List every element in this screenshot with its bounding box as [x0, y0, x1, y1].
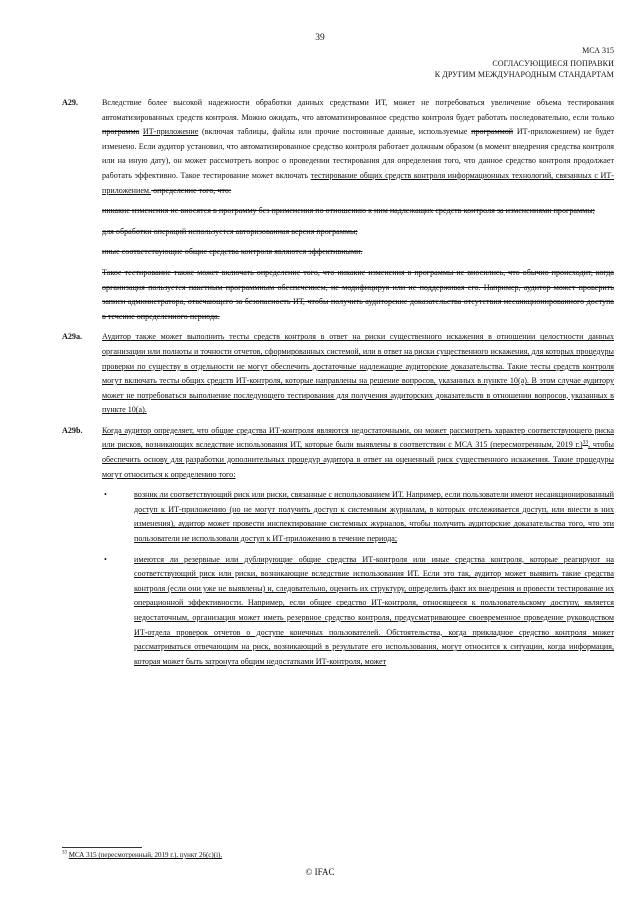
running-title-line-2: К ДРУГИМ МЕЖДУНАРОДНЫМ СТАНДАРТАМ [434, 70, 614, 79]
deleted-list-item: для обработки операций используется авторизованная версия программы; [102, 226, 358, 236]
deleted-list-item: иные соответствующие общие средства контроля являются эффективными. [102, 247, 363, 257]
paragraph-a29 [62, 96, 614, 198]
inserted-text: возник ли соответствующий риск или риски, связанные с использованием ИТ. Например, если пользователи имеют несанкционированный доступ к ИТ-приложению (но не могут получить доступ к системным журналам, в которых отслеживается доступ, или внести в них изменения), аудитор может провести инспектирование системных журналов, чтобы получить аудиторские доказательства того, что эти пользователи не использовали доступ к ИТ-приложению в течение периода; [134, 490, 614, 544]
footnote-ref: 33 [582, 439, 589, 446]
bullet-icon: • [104, 490, 107, 500]
footnote-text: МСА 315 (пересмотренный, 2019 г.), пункт 26(с)(i). [68, 851, 223, 859]
inserted-text: Когда аудитор определяет, что общие средства ИТ-контроля являются недостаточными, он может рассмотреть характер соответствующего риска или рисков, возникающих вследствие использования ИТ, которые были выявлены в соответствии с МСА 315 (пересмотренным, 2019 г.) [102, 425, 614, 450]
paragraph-number: A29b. [62, 425, 83, 435]
text-run: (включая таблицы, файлы или прочие постоянные данные, используемые [198, 127, 472, 137]
inserted-text: , чтобы обеспечить основу для разработки дополнительных процедур аудитора в ответ на оцененный риск существенного искажения. Такие процедуры могут относиться к определению того: [102, 440, 614, 479]
main-text [62, 96, 614, 669]
footnote-divider [62, 847, 142, 848]
bullet-item [62, 553, 614, 670]
inserted-text: ИТ-приложение [142, 127, 199, 137]
document-code: МСА 315 [582, 46, 614, 55]
inserted-text: тестирование общих средств контроля информационных технологий, связанных с ИТ-приложением. [102, 170, 614, 195]
paragraph-a29a [62, 330, 614, 418]
footnote-number: 33 [62, 850, 67, 856]
deleted-paragraph: Такое тестирование также может включать определение того, что никакие изменения в программы не вносились, что обычно происходит, когда организация пользуется пакетным программным обеспечением, не модифицируя или не поддерживая его. Например, аудитор может проверить записи администратора, отвечающего за безопасность ИТ, чтобы получить аудиторские доказательства отсутствия несанкционированного доступа в течение определенного периода. [102, 267, 614, 321]
page-footer: © IFAC [305, 867, 335, 877]
paragraph-number: A29. [62, 98, 78, 107]
deleted-list-item: никакие изменения не вносятся в программу без применения по отношению к ним надлежащих средств контроля за изменениями программы; [102, 206, 595, 216]
text-run: Вследствие более высокой надежности обработки данных средствами ИТ, может не потребоваться увеличение объема тестирования автоматизированных средств контроля. Можно ожидать, что автоматизированное средство контроля будет работать последовательно, если только [102, 98, 614, 122]
inserted-text: имеются ли резервные или дублирующие общие средства ИТ-контроля или иные средства контроля, которые реагируют на соответствующий риск или риски, возникающие вследствие использования ИТ. Если это так, аудитор может выявить такие средства контроля (если они уже не выявлены) и, следовательно, оценить их структуру, определить факт их внедрения и провести тестирование их операционной эффективности. Например, если общее средство ИТ-контроля, относящееся к пользовательскому доступу, является недостаточным, организация может иметь резервное средство контроля, предусматривающее своевременное проведение руководством ИТ-отдела проверок отчетов о доступе конечных пользователей. Обстоятельства, когда прикладное средство контроля может рассматриваться отвечающим на риск, возникающий в результате его использования, могут относится к ситуации, когда информация, которая может быть затронута общим недостатками ИТ-контроля, может [134, 554, 614, 666]
bullet-item [62, 488, 614, 546]
deleted-text: программа [102, 127, 140, 137]
paragraph-number: A29a. [62, 332, 83, 342]
running-title-line-1: СОГЛАСУЮЩИЕСЯ ПОПРАВКИ [492, 59, 614, 68]
inserted-text: Аудитор также может выполнить тесты средств контроля в ответ на риски существенного искажения в отношении целостности данных организации или полноты и точности отчетов, сформированных системой, или в ответ на риски существенного искажения, для которых процедуры проверки по существу в отдельности не могут обеспечить достаточные надлежащие аудиторские доказательства. Такие тесты средств контроля могут включать тесты общих средств ИТ-контроля, которые направлены на решение вопросов, указанных в пункте 10(а). В этом случае аудитору может не потребоваться выполнение последующего тестирования для получения аудиторских доказательств в отношении вопросов, указанных в пункте 10(а). [102, 332, 614, 415]
deleted-text: определение того, что: [151, 185, 232, 195]
bullet-icon: • [104, 554, 107, 564]
page-number: 39 [315, 33, 325, 43]
running-title [435, 58, 614, 80]
paragraph-a29b [62, 424, 614, 482]
text-run: ИТ-приложением) не будет изменено. Если аудитор установил, что автоматизированное средство контроля работает должным образом (в момент внедрения средства контроля или на иную дату), он может рассмотреть вопрос о проведении тестирования для определения того, что данное средство контроля продолжает работать эффективно. Такое тестирование может включать [102, 127, 614, 180]
footnote [62, 851, 222, 859]
deleted-text: программой [471, 127, 514, 137]
